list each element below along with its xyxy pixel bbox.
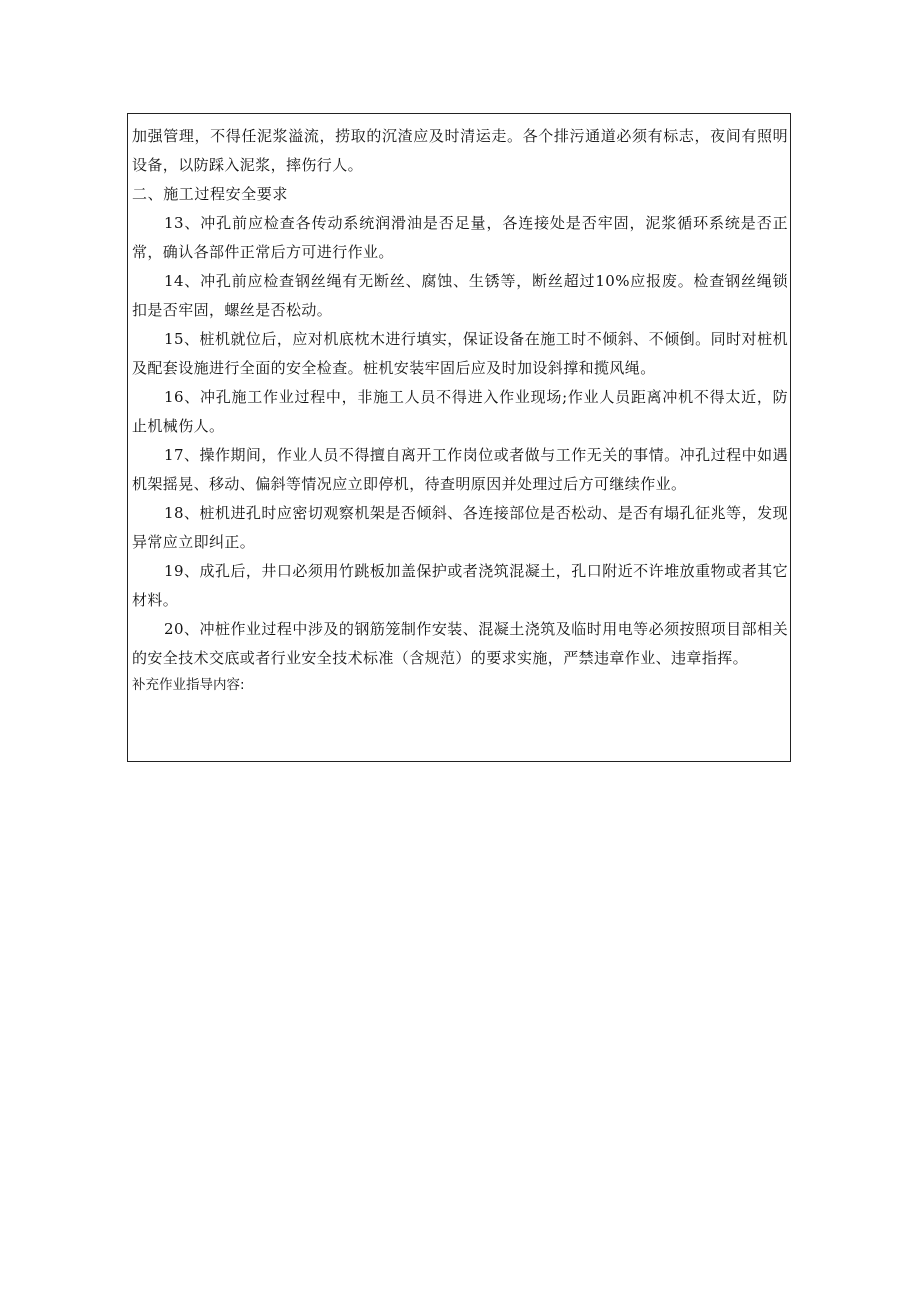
item-18: 18、桩机进孔时应密切观察机架是否倾斜、各连接部位是否松动、是否有塌孔征兆等，发现异常应立即纠正。 — [132, 504, 788, 551]
instruction-table-cell — [127, 113, 791, 762]
item-15: 15、桩机就位后，应对机底枕木进行填实，保证设备在施工时不倾斜、不倾倒。同时对桩机及配套设施进行全面的安全检查。桩机安装牢固后应及时加设斜撑和揽风绳。 — [132, 330, 788, 377]
item-17: 17、操作期间，作业人员不得擅自离开工作岗位或者做与工作无关的事情。冲孔过程中如遇机架摇晃、移动、偏斜等情况应立即停机，待查明原因并处理过后方可继续作业。 — [132, 446, 788, 493]
supplement-label: 补充作业指导内容: — [132, 677, 245, 693]
item-20: 20、冲桩作业过程中涉及的钢筋笼制作安装、混凝土浇筑及临时用电等必须按照项目部相关的安全技术交底或者行业安全技术标准（含规范）的要求实施，严禁违章作业、违章指挥。 — [132, 620, 788, 667]
item-14: 14、冲孔前应检查钢丝绳有无断丝、腐蚀、生锈等，断丝超过10%应报废。检查钢丝绳锁扣是否牢固，螺丝是否松动。 — [132, 272, 788, 319]
section-heading: 二、施工过程安全要求 — [132, 185, 289, 203]
item-19: 19、成孔后，井口必须用竹跳板加盖保护或者浇筑混凝土，孔口附近不许堆放重物或者其它材料。 — [132, 562, 788, 609]
item-16: 16、冲孔施工作业过程中，非施工人员不得进入作业现场;作业人员距离冲机不得太近，防止机械伤人。 — [132, 388, 788, 435]
item-13: 13、冲孔前应检查各传动系统润滑油是否足量，各连接处是否牢固，泥浆循环系统是否正常，确认各部件正常后方可进行作业。 — [132, 214, 788, 261]
intro-paragraph: 加强管理，不得任泥浆溢流，捞取的沉渣应及时清运走。各个排污通道必须有标志，夜间有照明设备，以防踩入泥浆，摔伤行人。 — [132, 127, 788, 174]
